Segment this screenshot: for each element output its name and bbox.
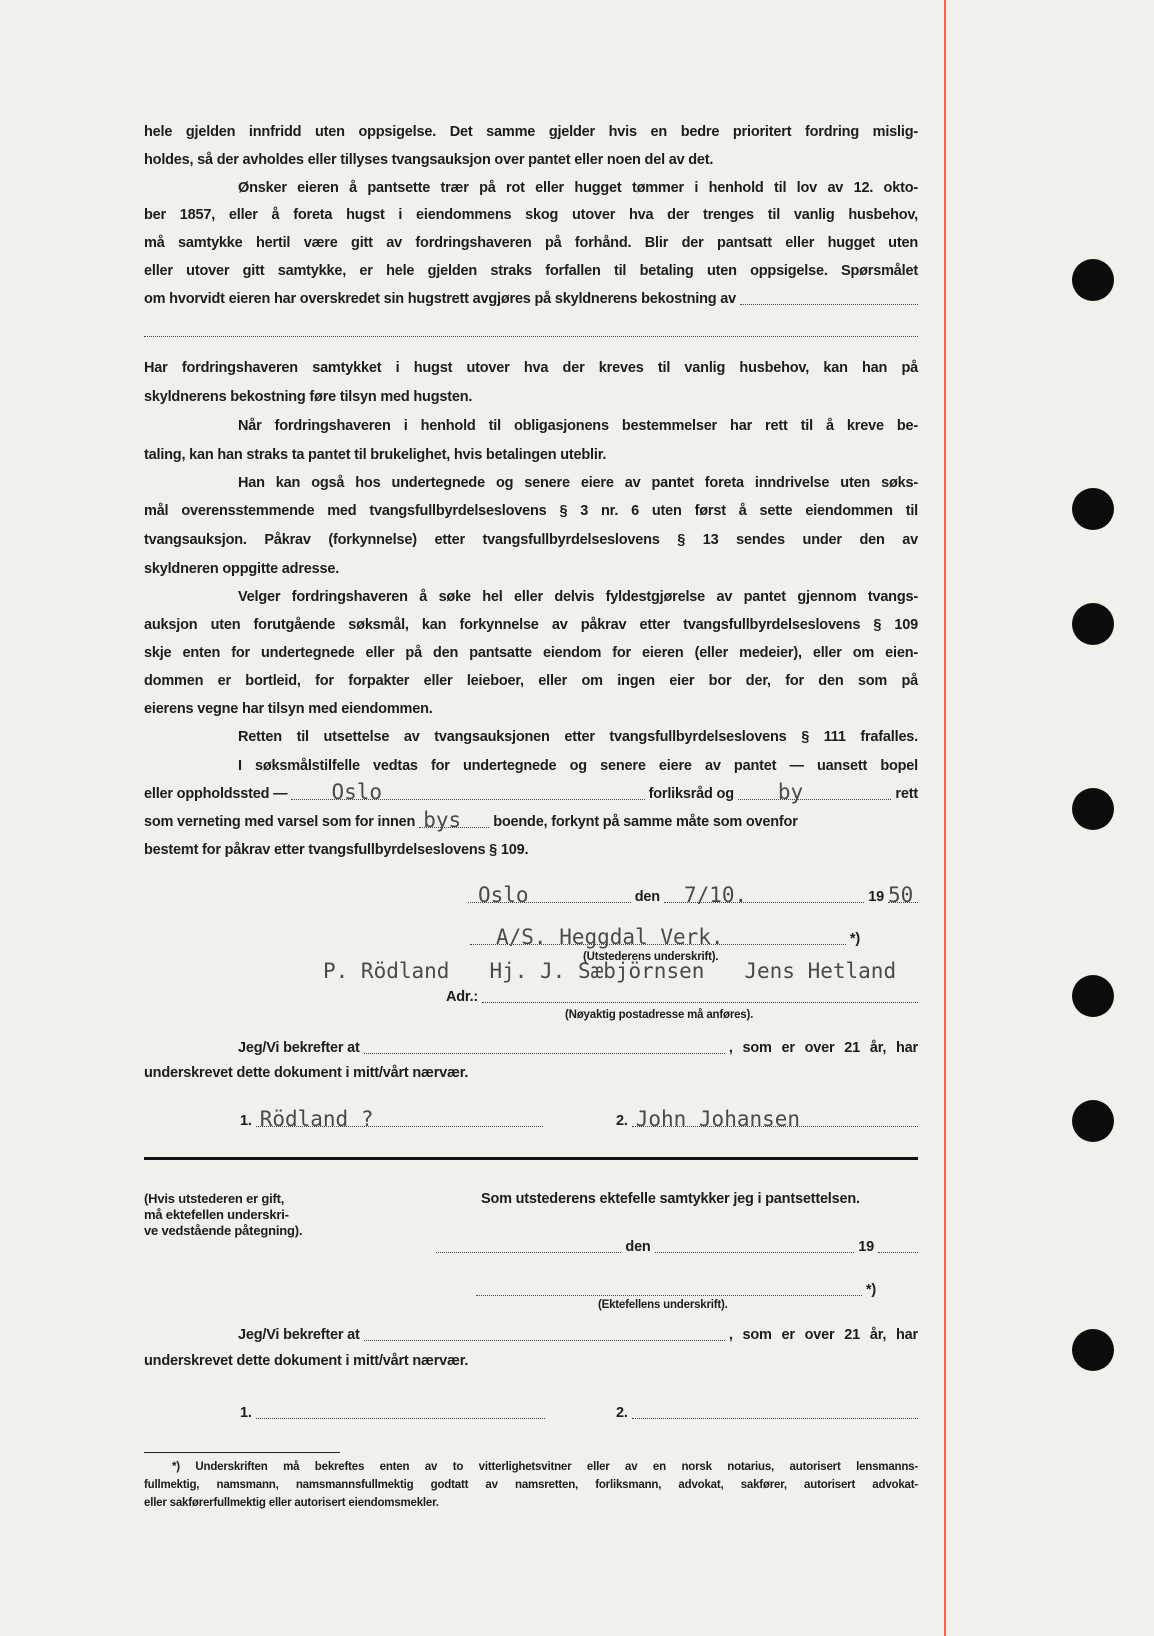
footnote-line: *) Underskriften må bekreftes enten av to vitterlighetsvitner eller av en norsk notarius, autorisert lensmanns-: [172, 1461, 918, 1473]
footnote-line: eller sakførerfullmektig eller autorisert eiendomsmekler.: [144, 1497, 439, 1509]
text-line: holdes, så der avholdes eller tillyses tvangsauksjon over pantet eller noen del av det.: [144, 152, 714, 168]
issuer-signature-field: [470, 925, 846, 949]
footnote-rule: [144, 1452, 340, 1453]
text-line: Når fordringshaveren i henhold til obligasjonens bestemmelser har rett til å kreve be-: [238, 418, 918, 434]
venue-court-field: [738, 780, 892, 804]
text-segment: boende, forkynt på samme måte som ovenfor: [493, 814, 798, 830]
footnote-line: fullmektig, namsmann, namsmannsfullmektig godtatt av namsretten, forliksmann, advokat, sakfører, autorisert advokat-: [144, 1479, 918, 1491]
punch-hole: [1072, 975, 1114, 1017]
text-segment: 1.: [240, 1113, 252, 1129]
text-line: må samtykke hertil være gitt av fordringshaveren på forhånd. Blir der pantsatt eller hugget uten: [144, 235, 918, 251]
text-line: mål overensstemmende med tvangsfullbyrdelseslovens § 3 nr. 6 uten først å sette eiendommen til: [144, 503, 918, 519]
spouse-note: ve vedstående påtegning).: [144, 1223, 303, 1238]
text-line: eller utover gitt samtykke, er hele gjelden straks forfallen til betaling uten oppsigelse. Spørsmålet: [144, 263, 918, 279]
witness-2-field: [632, 1107, 918, 1131]
witness-name-field: [364, 1039, 725, 1054]
text-segment: Jeg/Vi bekrefter at: [238, 1040, 360, 1056]
text-segment: 2.: [616, 1113, 628, 1129]
witness-1-line: [240, 1402, 545, 1424]
text-line: I søksmålstilfelle vedtas for undertegnede og senere eiere av pantet — uansett bopel: [238, 758, 918, 774]
text-line: skyldnerens bekostning føre tilsyn med hugsten.: [144, 389, 473, 405]
punch-hole: [1072, 1100, 1114, 1142]
text-segment: , som er over 21 år, har: [728, 1327, 918, 1343]
text-segment: rett: [895, 786, 918, 802]
text-line: Han kan også hos undertegnede og senere eiere av pantet foreta inndrivelse uten søks-: [238, 475, 918, 491]
spouse-year-field: [878, 1238, 918, 1253]
address-label: Adr.:: [446, 989, 479, 1005]
spouse-signature-label: (Ektefellens underskrift).: [598, 1299, 728, 1311]
witness-1-field: [256, 1404, 545, 1419]
text-segment: 2.: [616, 1405, 628, 1421]
text-line: underskrevet dette dokument i mitt/vårt nærvær.: [144, 1065, 469, 1081]
footnote-mark: *): [849, 931, 860, 947]
date-place-field: [468, 883, 631, 907]
venue-place-field: [291, 780, 644, 804]
text-segment: 19: [868, 889, 884, 905]
spouse-date-field: [655, 1238, 855, 1253]
punch-hole: [1072, 1329, 1114, 1371]
witness-2-field: [632, 1404, 918, 1419]
punch-hole: [1072, 259, 1114, 301]
handwritten-value: Oslo: [331, 780, 383, 804]
witness-2-line: [616, 1107, 918, 1132]
text-line: taling, kan han straks ta pantet til brukelighet, hvis betalingen uteblir.: [144, 447, 607, 463]
witness-line: [144, 1037, 918, 1059]
typed-signature: A/S. Heggdal Verk.: [496, 925, 724, 949]
text-line: Ønsker eieren å pantsette trær på rot eller hugget tømmer i henhold til lov av 12. okto-: [238, 180, 918, 196]
text-segment: Jeg/Vi bekrefter at: [238, 1327, 360, 1343]
text-segment: eller oppholdssted —: [144, 786, 288, 802]
issuer-label: (Utstederens underskrift).: [583, 951, 719, 963]
text-segment: , som er over 21 år, har: [728, 1040, 918, 1056]
punch-hole: [1072, 488, 1114, 530]
text-segment: om hvorvidt eieren har overskredet sin hugstrett avgjøres på skyldnerens bekostning av: [144, 291, 736, 307]
address-field: [482, 988, 918, 1003]
blank-line: [144, 336, 918, 337]
text-line: dommen er bortleid, for forpakter eller leieboer, eller om ingen eier bor der, for den som på: [144, 673, 918, 689]
witness-1-line: [240, 1107, 543, 1132]
text-line: Har fordringshaveren samtykket i hugst utover hva der kreves til vanlig husbehov, kan han på: [144, 360, 918, 376]
text-segment: som verneting med varsel som for innen: [144, 814, 416, 830]
year-field: [888, 883, 918, 907]
text-segment: den: [634, 889, 660, 905]
handwritten-value: bys: [423, 808, 462, 832]
text-line: skyldneren oppgitte adresse.: [144, 561, 340, 577]
issuer-name: Jens Hetland: [744, 959, 897, 983]
handwritten-value: 50: [888, 883, 914, 907]
issuer-name: P. Rödland: [323, 959, 450, 983]
text-line: bestemt for påkrav etter tvangsfullbyrdelseslovens § 109.: [144, 842, 529, 858]
section-divider: [144, 1157, 918, 1160]
spouse-consent: Som utstederens ektefelle samtykker jeg i pantsettelsen.: [481, 1191, 860, 1207]
address-note: (Nøyaktig postadresse må anføres).: [565, 1009, 754, 1021]
date-line: [468, 883, 918, 908]
venue-scope-field: [419, 808, 489, 832]
margin-red-line: [944, 0, 946, 1636]
witness-1-field: [256, 1107, 543, 1131]
text-line: auksjon uten forutgående søksmål, kan forkynnelse av påkrav etter tvangsfullbyrdelseslovens § 109: [144, 617, 918, 633]
spouse-note: må ektefellen underskri-: [144, 1207, 289, 1222]
issuer-name: Hj. J. Sæbjörnsen: [489, 959, 705, 983]
text-segment: forliksråd og: [648, 786, 734, 802]
blank-field: [740, 290, 918, 305]
text-line: Velger fordringshaveren å søke hel eller delvis fyldestgjørelse av pantet gjennom tvangs-: [238, 589, 918, 605]
spouse-note: (Hvis utstederen er gift,: [144, 1191, 285, 1206]
text-line: underskrevet dette dokument i mitt/vårt nærvær.: [144, 1353, 469, 1369]
text-line: Retten til utsettelse av tvangsauksjonen etter tvangsfullbyrdelseslovens § 111 frafalles.: [238, 729, 918, 745]
punch-hole: [1072, 788, 1114, 830]
witness-2-line: [616, 1402, 918, 1424]
text-line: [144, 288, 918, 310]
handwritten-value: by: [777, 780, 804, 804]
handwritten-value: 7/10.: [683, 883, 748, 907]
punch-hole: [1072, 603, 1114, 645]
text-segment: den: [625, 1239, 651, 1255]
spouse-place-field: [436, 1238, 621, 1253]
text-line: skje enten for undertegnede eller på den pantsatte eiendom for eieren (eller medeier), eller om eien-: [144, 645, 918, 661]
text-segment: 1.: [240, 1405, 252, 1421]
text-line: eierens vegne har tilsyn med eiendommen.: [144, 701, 433, 717]
issuer-names: [323, 960, 923, 982]
text-line: tvangsauksjon. Påkrav (forkynnelse) etter tvangsfullbyrdelseslovens § 13 sendes under den av: [144, 532, 918, 548]
witness-signature: Rödland ?: [259, 1107, 374, 1131]
text-line: ber 1857, eller å foreta hugst i eiendommens skog utover hva der trenges til vanlig husbehov,: [144, 207, 918, 223]
handwritten-value: Oslo: [478, 883, 529, 907]
text-segment: 19: [858, 1239, 874, 1255]
footnote-mark: *): [865, 1282, 876, 1298]
venue-line: [144, 780, 918, 805]
spouse-date-line: [436, 1236, 918, 1258]
witness-line: [144, 1324, 918, 1346]
venue-line: [144, 808, 918, 833]
witness-name-field: [364, 1326, 725, 1341]
witness-signature: John Johansen: [635, 1107, 801, 1131]
date-field: [664, 883, 864, 907]
text-line: hele gjelden innfridd uten oppsigelse. Det samme gjelder hvis en bedre prioritert fordring mislig-: [144, 124, 918, 140]
